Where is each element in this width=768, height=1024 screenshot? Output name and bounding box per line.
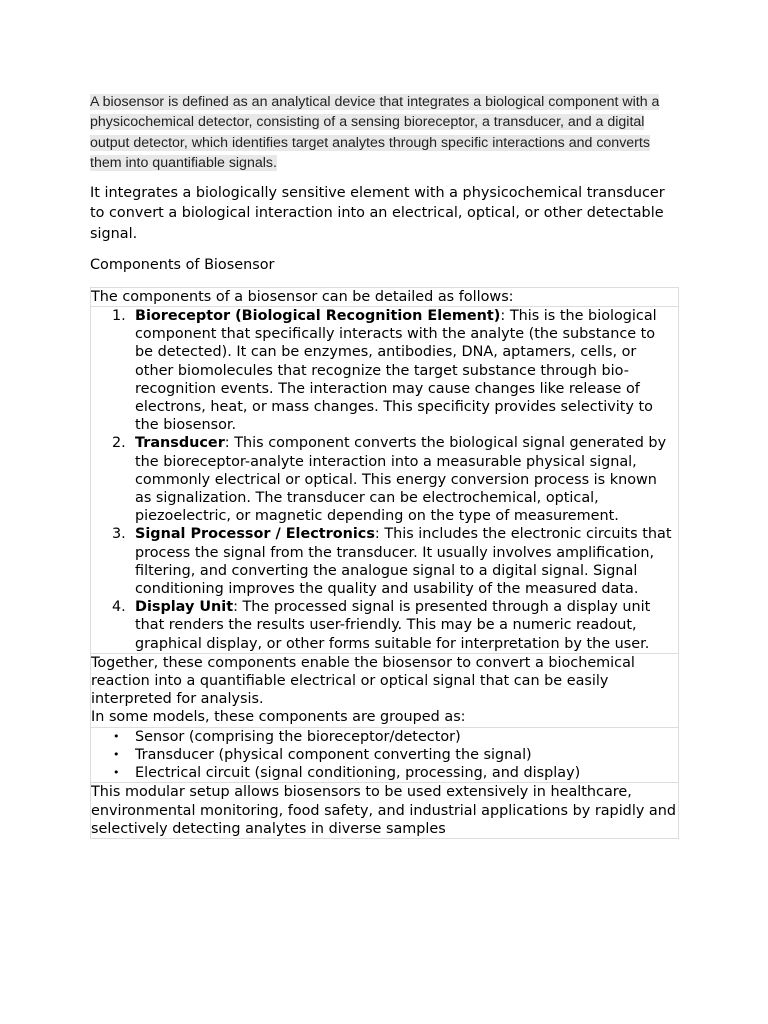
item-text: : The processed signal is presented through a display unit that renders the results user-friendly. This may be a numeric readout, graphical display, or other forms suitable for interpretation by the user. [135, 599, 651, 652]
item-number: 3. [112, 526, 126, 543]
components-table [90, 287, 679, 839]
list-item [91, 764, 678, 782]
item-title: Transducer [135, 435, 225, 452]
intro-paragraph [90, 92, 679, 174]
list-item [91, 728, 678, 746]
components-lead-row [90, 287, 679, 306]
item-number: 2. [112, 435, 126, 452]
together-text: Together, these components enable the biosensor to convert a biochemical reaction into a quantifiable electrical or optical signal that can be easily interpreted for analysis. [91, 654, 635, 708]
list-item [91, 525, 678, 598]
bullet-icon: • [113, 729, 120, 743]
section-heading: Components of Biosensor [90, 257, 275, 274]
bullet-icon: • [113, 747, 120, 761]
item-title: Display Unit [135, 599, 234, 616]
group-text: Electrical circuit (signal conditioning, processing, and display) [135, 765, 581, 782]
group-text: Transducer (physical component converting the signal) [135, 746, 532, 763]
summary-row [90, 653, 679, 727]
item-title: Signal Processor / Electronics [135, 526, 375, 543]
grouped-lead: In some models, these components are grouped as: [91, 709, 466, 726]
item-text: : This is the biological component that specifically interacts with the analyte (the substance to be detected). It can be enzymes, antibodies, DNA, aptamers, cells, or other biomolecules that recognize the target substance through bio-recognition events. The interaction may cause changes like release of electrons, heat, or mass changes. This specificity provides selectivity to the biosensor. [135, 308, 657, 434]
item-number: 1. [112, 308, 126, 325]
closing-text: This modular setup allows biosensors to be used extensively in healthcare, environmental monitoring, food safety, and industrial applications by rapidly and selectively detecting analytes in diverse samples [91, 784, 676, 837]
closing-row [90, 782, 679, 839]
groups-list [91, 728, 678, 783]
item-number: 4. [112, 599, 126, 616]
components-list [91, 307, 678, 653]
components-lead: The components of a biosensor can be detailed as follows: [91, 288, 514, 305]
list-item [91, 434, 678, 525]
bullet-icon: • [113, 766, 120, 780]
groups-row [90, 727, 679, 783]
item-text: : This includes the electronic circuits that process the signal from the transducer. It usually involves amplification, filtering, and converting the analogue signal to a digital signal. Signal conditioning improves the quality and usability of the measured data. [135, 526, 672, 598]
group-text: Sensor (comprising the bioreceptor/detector) [135, 728, 461, 745]
components-list-row [90, 306, 679, 653]
list-item [91, 307, 678, 434]
item-title: Bioreceptor (Biological Recognition Element) [135, 308, 501, 325]
list-item [91, 746, 678, 764]
list-item [91, 598, 678, 653]
intro-highlight: A biosensor is defined as an analytical device that integrates a biological component with a physicochemical detector, consisting of a sensing bioreceptor, a transducer, and a digital output detector, which identifies target analytes through specific interactions and converts them into quantifiable signals. [90, 94, 660, 172]
document-page [90, 92, 679, 839]
item-text: : This component converts the biological signal generated by the bioreceptor-analyte interaction into a measurable physical signal, commonly electrical or optical. This energy conversion process is known as signalization. The transducer can be electrochemical, optical, piezoelectric, or magnetic depending on the type of measurement. [135, 435, 667, 525]
description-paragraph: It integrates a biologically sensitive element with a physicochemical transducer to convert a biological interaction into an electrical, optical, or other detectable signal. [90, 184, 665, 243]
